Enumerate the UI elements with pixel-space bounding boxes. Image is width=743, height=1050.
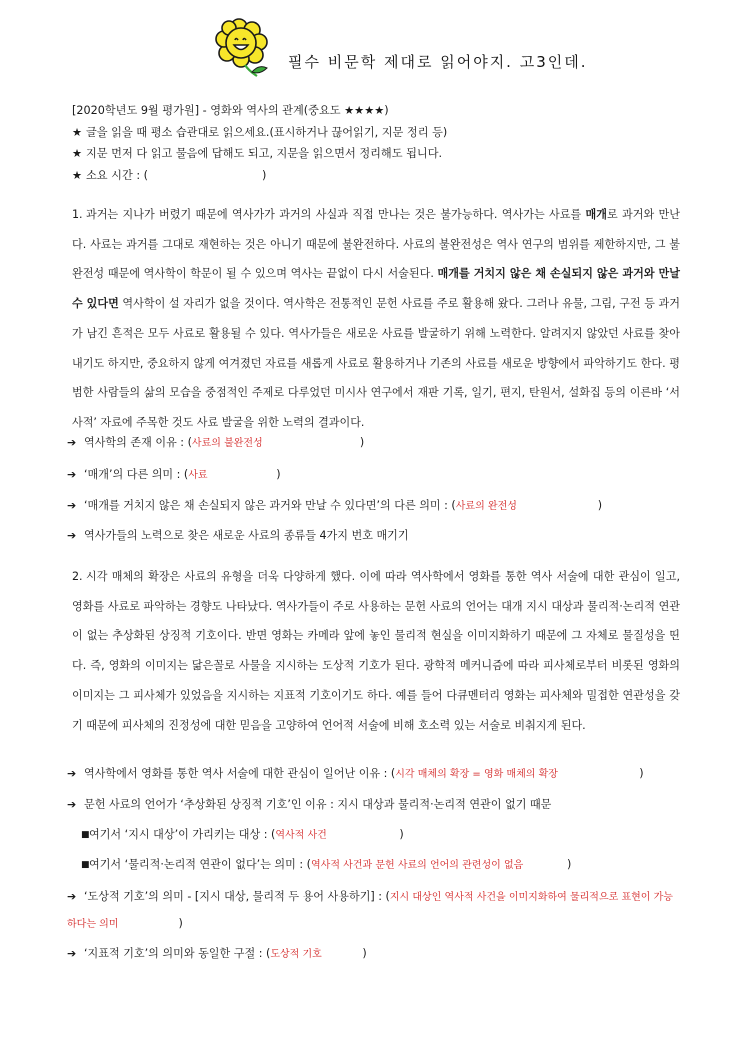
answer[interactable]: 도상적 기호 [270, 949, 322, 960]
square-bullet-icon: ■ [81, 830, 90, 840]
star-icon: ★ [72, 125, 83, 139]
star-icon: ★ [72, 147, 83, 160]
star-icon: ★ [72, 168, 83, 182]
question-1-4: ➔ 역사가들의 노력으로 찾은 새로운 사료의 종류들 4가지 번호 매기기 [67, 529, 409, 542]
question-1-3: ➔ ‘매개를 거치지 않은 채 손실되지 않은 과거와 만날 수 있다면’의 다른 의미 : (사료의 완전성 ) [67, 497, 602, 515]
question-1-1: ➔ 역사학의 존재 이유 : (사료의 불완전성 ) [67, 434, 364, 452]
question-2-3: ➔ ‘도상적 기호’의 의미 - [지시 대상, 물리적 두 용어 사용하기] : (지시 대상인 역사적 사건을 이미지화하여 물리적으로 표현이 가능하다는 의미 ) [67, 884, 677, 938]
question-2-1: ➔ 역사학에서 영화를 통한 역사 서술에 대한 관심이 일어난 이유 : (시각 매체의 확장 = 영화 매체의 확장 ) [67, 765, 644, 783]
arrow-icon: ➔ [67, 436, 77, 449]
arrow-icon: ➔ [67, 468, 77, 481]
section-1 [72, 200, 680, 438]
question-2-2a: ■여기서 ‘지시 대상’이 가리키는 대상 : (역사적 사건 ) [81, 826, 404, 844]
arrow-icon: ➔ [67, 529, 77, 542]
question-1-2: ➔ ‘매개’의 다른 의미 : (사료 ) [67, 466, 281, 484]
section-2 [72, 562, 680, 740]
arrow-icon: ➔ [67, 890, 77, 903]
worksheet-meta [72, 100, 447, 186]
question-2-2b: ■여기서 ‘물리적·논리적 연관이 없다’는 의미 : (역사적 사건과 문헌 사료의 언어의 관련성이 없음 ) [81, 856, 571, 874]
passage-2: 2. 시각 매체의 확장은 사료의 유형을 더욱 다양하게 했다. 이에 따라 역사학에서 영화를 통한 역사 서술에 대한 관심이 일고, 영화를 사료로 파악하는 경향도 나타났다. 역사가들이 주로 사용하는 문헌 사료의 언어는 대개 지시 대상과 물리적·논리적 연관이 없는 추상화된 상징적 기호이다. 반면 영화는 카메라 앞에 놓인 물리적 현실을 이미지화하기 때문에 그 자체로 물질성을 띤다. 즉, 영화의 이미지는 닮은꼴로 사물을 지시하는 도상적 기호가 된다. 광학적 메커니즘에 따라 피사체로부터 비롯된 영화의 이미지는 그 피사체가 있었음을 지시하는 지표적 기호이기도 하다. 예를 들어 다큐멘터리 영화는 피사체와 밀접한 연관성을 갖기 때문에 피사체의 진정성에 대한 믿음을 고양하여 언어적 서술에 비해 호소력 있는 서술로 비춰지게 된다. [72, 570, 680, 732]
arrow-icon: ➔ [67, 947, 77, 960]
question-2-2: ➔ 문헌 사료의 언어가 ‘추상화된 상징적 기호’인 이유 : 지시 대상과 물리적·논리적 연관이 없기 때문 [67, 798, 552, 811]
answer[interactable]: 사료의 완전성 [455, 501, 517, 512]
question-2-4: ➔ ‘지표적 기호’의 의미와 동일한 구절 : (도상적 기호 ) [67, 945, 367, 963]
answer[interactable]: 사료 [188, 470, 208, 481]
tip-1: ★ 글을 읽을 때 평소 습관대로 읽으세요.(표시하거나 끊어읽기, 지문 정리 등) [72, 122, 447, 144]
answer[interactable]: 역사적 사건 [275, 830, 327, 841]
exam-title: [2020학년도 9월 평가원] - 영화와 역사의 관계(중요도 ★★★★) [72, 104, 389, 117]
arrow-icon: ➔ [67, 767, 77, 780]
passage-1: 1. 과거는 지나가 버렸기 때문에 역사가가 과거의 사실과 직접 만나는 것은 불가능하다. 역사가는 사료를 매개로 과거와 만난다. 사료는 과거를 그대로 재현하는 것은 아니기 때문에 불완전하다. 사료의 불완전성은 역사 연구의 범위를 제한하지만, 그 불완전성 때문에 역사학이 학문이 될 수 있으며 역사는 끝없이 다시 서술된다. 매개를 거치지 않은 채 손실되지 않은 과거와 만날 수 있다면 역사학이 설 자리가 없을 것이다. 역사학은 전통적인 문헌 사료를 주로 활용해 왔다. 그러나 유물, 그림, 구전 등 과거가 남긴 흔적은 모두 사료로 활용될 수 있다. 역사가들은 새로운 사료를 발굴하기 위해 노력한다. 알려지지 않았던 사료를 찾아내기도 하지만, 중요하지 않게 여겨졌던 자료를 새롭게 사료로 활용하거나 기존의 사료를 새로운 방향에서 파악하기도 한다. 평범한 사람들의 삶의 모습을 중점적인 주제로 다루었던 미시사 연구에서 재판 기록, 일기, 편지, 탄원서, 설화집 등의 이른바 ‘서사적’ 자료에 주목한 것도 사료 발굴을 위한 노력의 결과이다. [72, 208, 680, 429]
answer[interactable]: 지시 대상인 역사적 사건을 이미지화하여 물리적으로 표현이 가능하다는 의미 [67, 892, 673, 930]
tip-2: ★ 지문 먼저 다 읽고 물음에 답해도 되고, 지문을 읽으면서 정리해도 됩니다. [72, 143, 447, 165]
answer[interactable]: 시각 매체의 확장 = 영화 매체의 확장 [395, 769, 558, 780]
arrow-icon: ➔ [67, 499, 77, 512]
square-bullet-icon: ■ [81, 860, 90, 870]
arrow-icon: ➔ [67, 798, 77, 811]
smiling-flower-icon [215, 18, 275, 80]
answer[interactable]: 역사적 사건과 문헌 사료의 언어의 관련성이 없음 [311, 860, 524, 871]
answer[interactable]: 사료의 불완전성 [191, 438, 263, 449]
time-field: ★ 소요 시간 : ( ) [72, 165, 447, 187]
page-title: 필수 비문학 제대로 읽어야지. 고3인데. [288, 53, 588, 71]
